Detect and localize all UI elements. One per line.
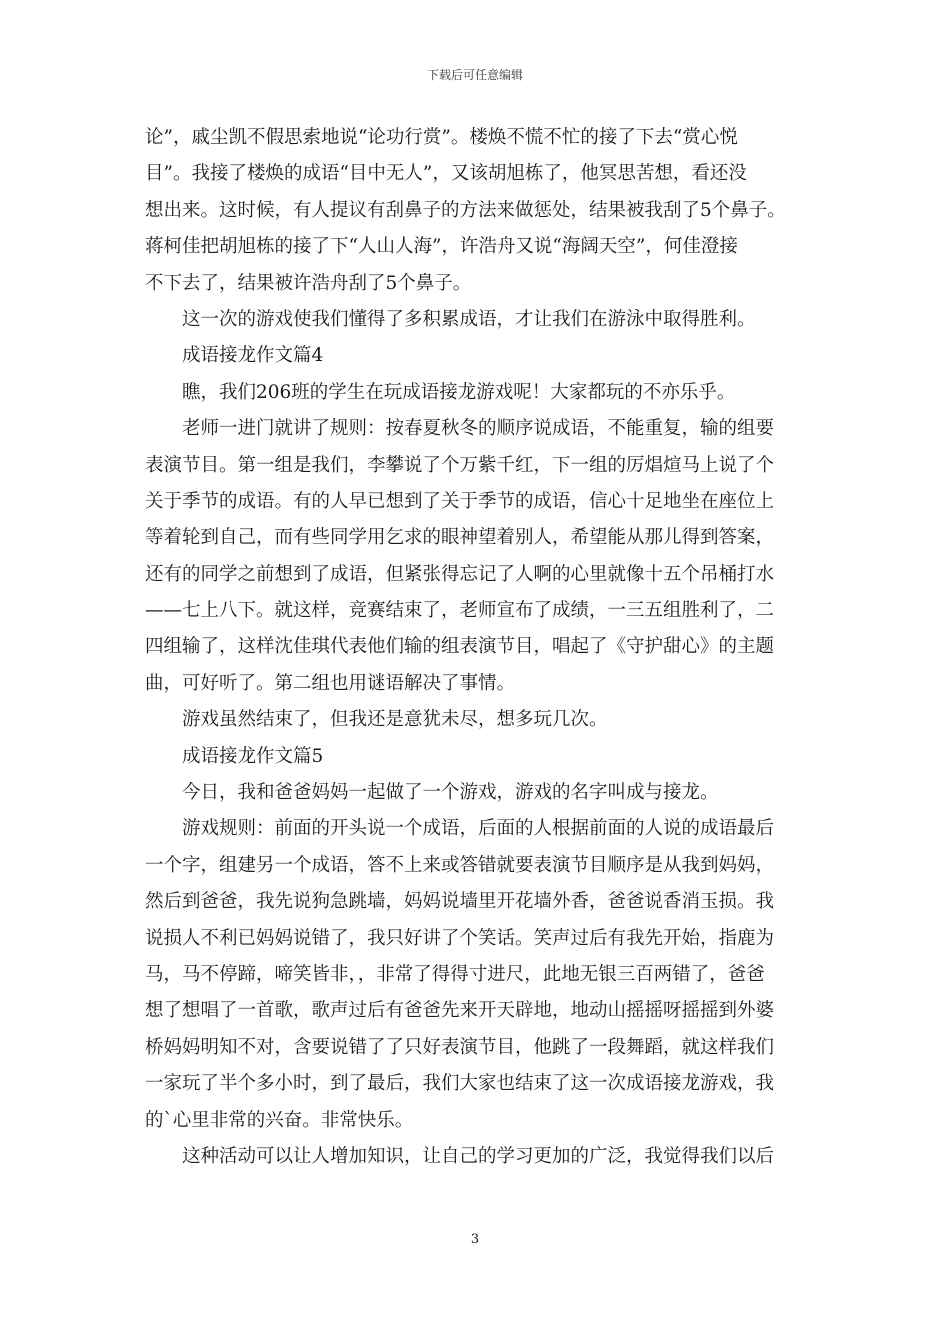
- body-line: 表演节目。第一组是我们，李攀说了个万紫千红，下一组的厉焻煊马上说了个: [145, 454, 775, 476]
- body-line: 论”，戚尘凯不假思索地说“论功行赏”。楼焕不慌不忙的接了下去“赏心悦: [145, 127, 738, 148]
- paragraph-start: 这种活动可以让人增加知识，让自己的学习更加的广泛，我觉得我们以后: [182, 1145, 775, 1167]
- body-line: 桥妈妈明知不对，含要说错了了只好表演节目，他跳了一段舞蹈，就这样我们: [145, 1036, 775, 1058]
- section-heading: 成语接龙作文篇4: [182, 345, 324, 367]
- body-line: 目”。我接了楼焕的成语“目中无人”，又该胡旭栋了，他冥思苦想，看还没: [145, 163, 747, 185]
- body-line: 然后到爸爸，我先说狗急跳墙，妈妈说墙里开花墙外香，爸爸说香消玉损。我: [145, 891, 775, 913]
- paragraph-start: 瞧，我们206班的学生在玩成语接龙游戏呢！大家都玩的不亦乐乎。: [182, 381, 736, 403]
- paragraph-start: 这一次的游戏使我们懂得了多积累成语，才让我们在游泳中取得胜利。: [182, 308, 756, 330]
- body-line: 马，马不停蹄，啼笑皆非，，非常了得得寸进尺，此地无银三百两错了，爸爸: [145, 963, 765, 985]
- body-line: 想出来。这时候，有人提议有刮鼻子的方法来做惩处，结果被我刮了5个鼻子。: [145, 199, 786, 221]
- page-number: 3: [470, 1232, 480, 1247]
- body-line: ——七上八下。就这样，竞赛结束了，老师宣布了成绩，一三五组胜利了，二: [145, 600, 775, 622]
- body-line: 不下去了，结果被许浩舟刮了5个鼻子。: [145, 272, 472, 294]
- paragraph-start: 今日，我和爸爸妈妈一起做了一个游戏，游戏的名字叫成与接龙。: [182, 782, 719, 804]
- document-body: [145, 120, 807, 1175]
- body-line: 四组输了，这样沈佳琪代表他们输的组表演节目，唱起了《守护甜心》的主题: [145, 636, 775, 658]
- body-line: 想了想唱了一首歌，歌声过后有爸爸先来开天辟地，地动山摇摇呀摇摇到外婆: [145, 1000, 775, 1022]
- paragraph-start: 游戏虽然结束了，但我还是意犹未尽，想多玩几次。: [182, 709, 608, 731]
- body-line: 蒋柯佳把胡旭栋的接了下“人山人海”，许浩舟又说“海阔天空”，何佳澄接: [145, 236, 738, 258]
- section-heading: 成语接龙作文篇5: [182, 745, 324, 767]
- body-line: 一家玩了半个多小时，到了最后，我们大家也结束了这一次成语接龙游戏，我: [145, 1073, 775, 1095]
- paragraph-start: 游戏规则：前面的开头说一个成语，后面的人根据前面的人说的成语最后: [182, 818, 775, 840]
- body-line: 说损人不利已妈妈说错了，我只好讲了个笑话。笑声过后有我先开始，指鹿为: [145, 927, 775, 949]
- paragraph-start: 老师一进门就讲了规则：按春夏秋冬的顺序说成语，不能重复，输的组要: [182, 418, 775, 440]
- page-header: 下载后可任意编辑: [426, 68, 523, 82]
- body-line: 一个字，组建另一个成语，答不上来或答错就要表演节目顺序是从我到妈妈，: [145, 854, 775, 876]
- body-line: 关于季节的成语。有的人早已想到了关于季节的成语，信心十足地坐在座位上: [145, 490, 775, 512]
- body-line: 还有的同学之前想到了成语，但紧张得忘记了人啊的心里就像十五个吊桶打水: [145, 563, 775, 585]
- body-line: 等着轮到自己，而有些同学用乞求的眼神望着别人，希望能从那儿得到答案，: [145, 527, 775, 549]
- body-line: 的`心里非常的兴奋。非常快乐。: [145, 1109, 414, 1131]
- body-line: 曲，可好听了。第二组也用谜语解决了事情。: [145, 672, 516, 694]
